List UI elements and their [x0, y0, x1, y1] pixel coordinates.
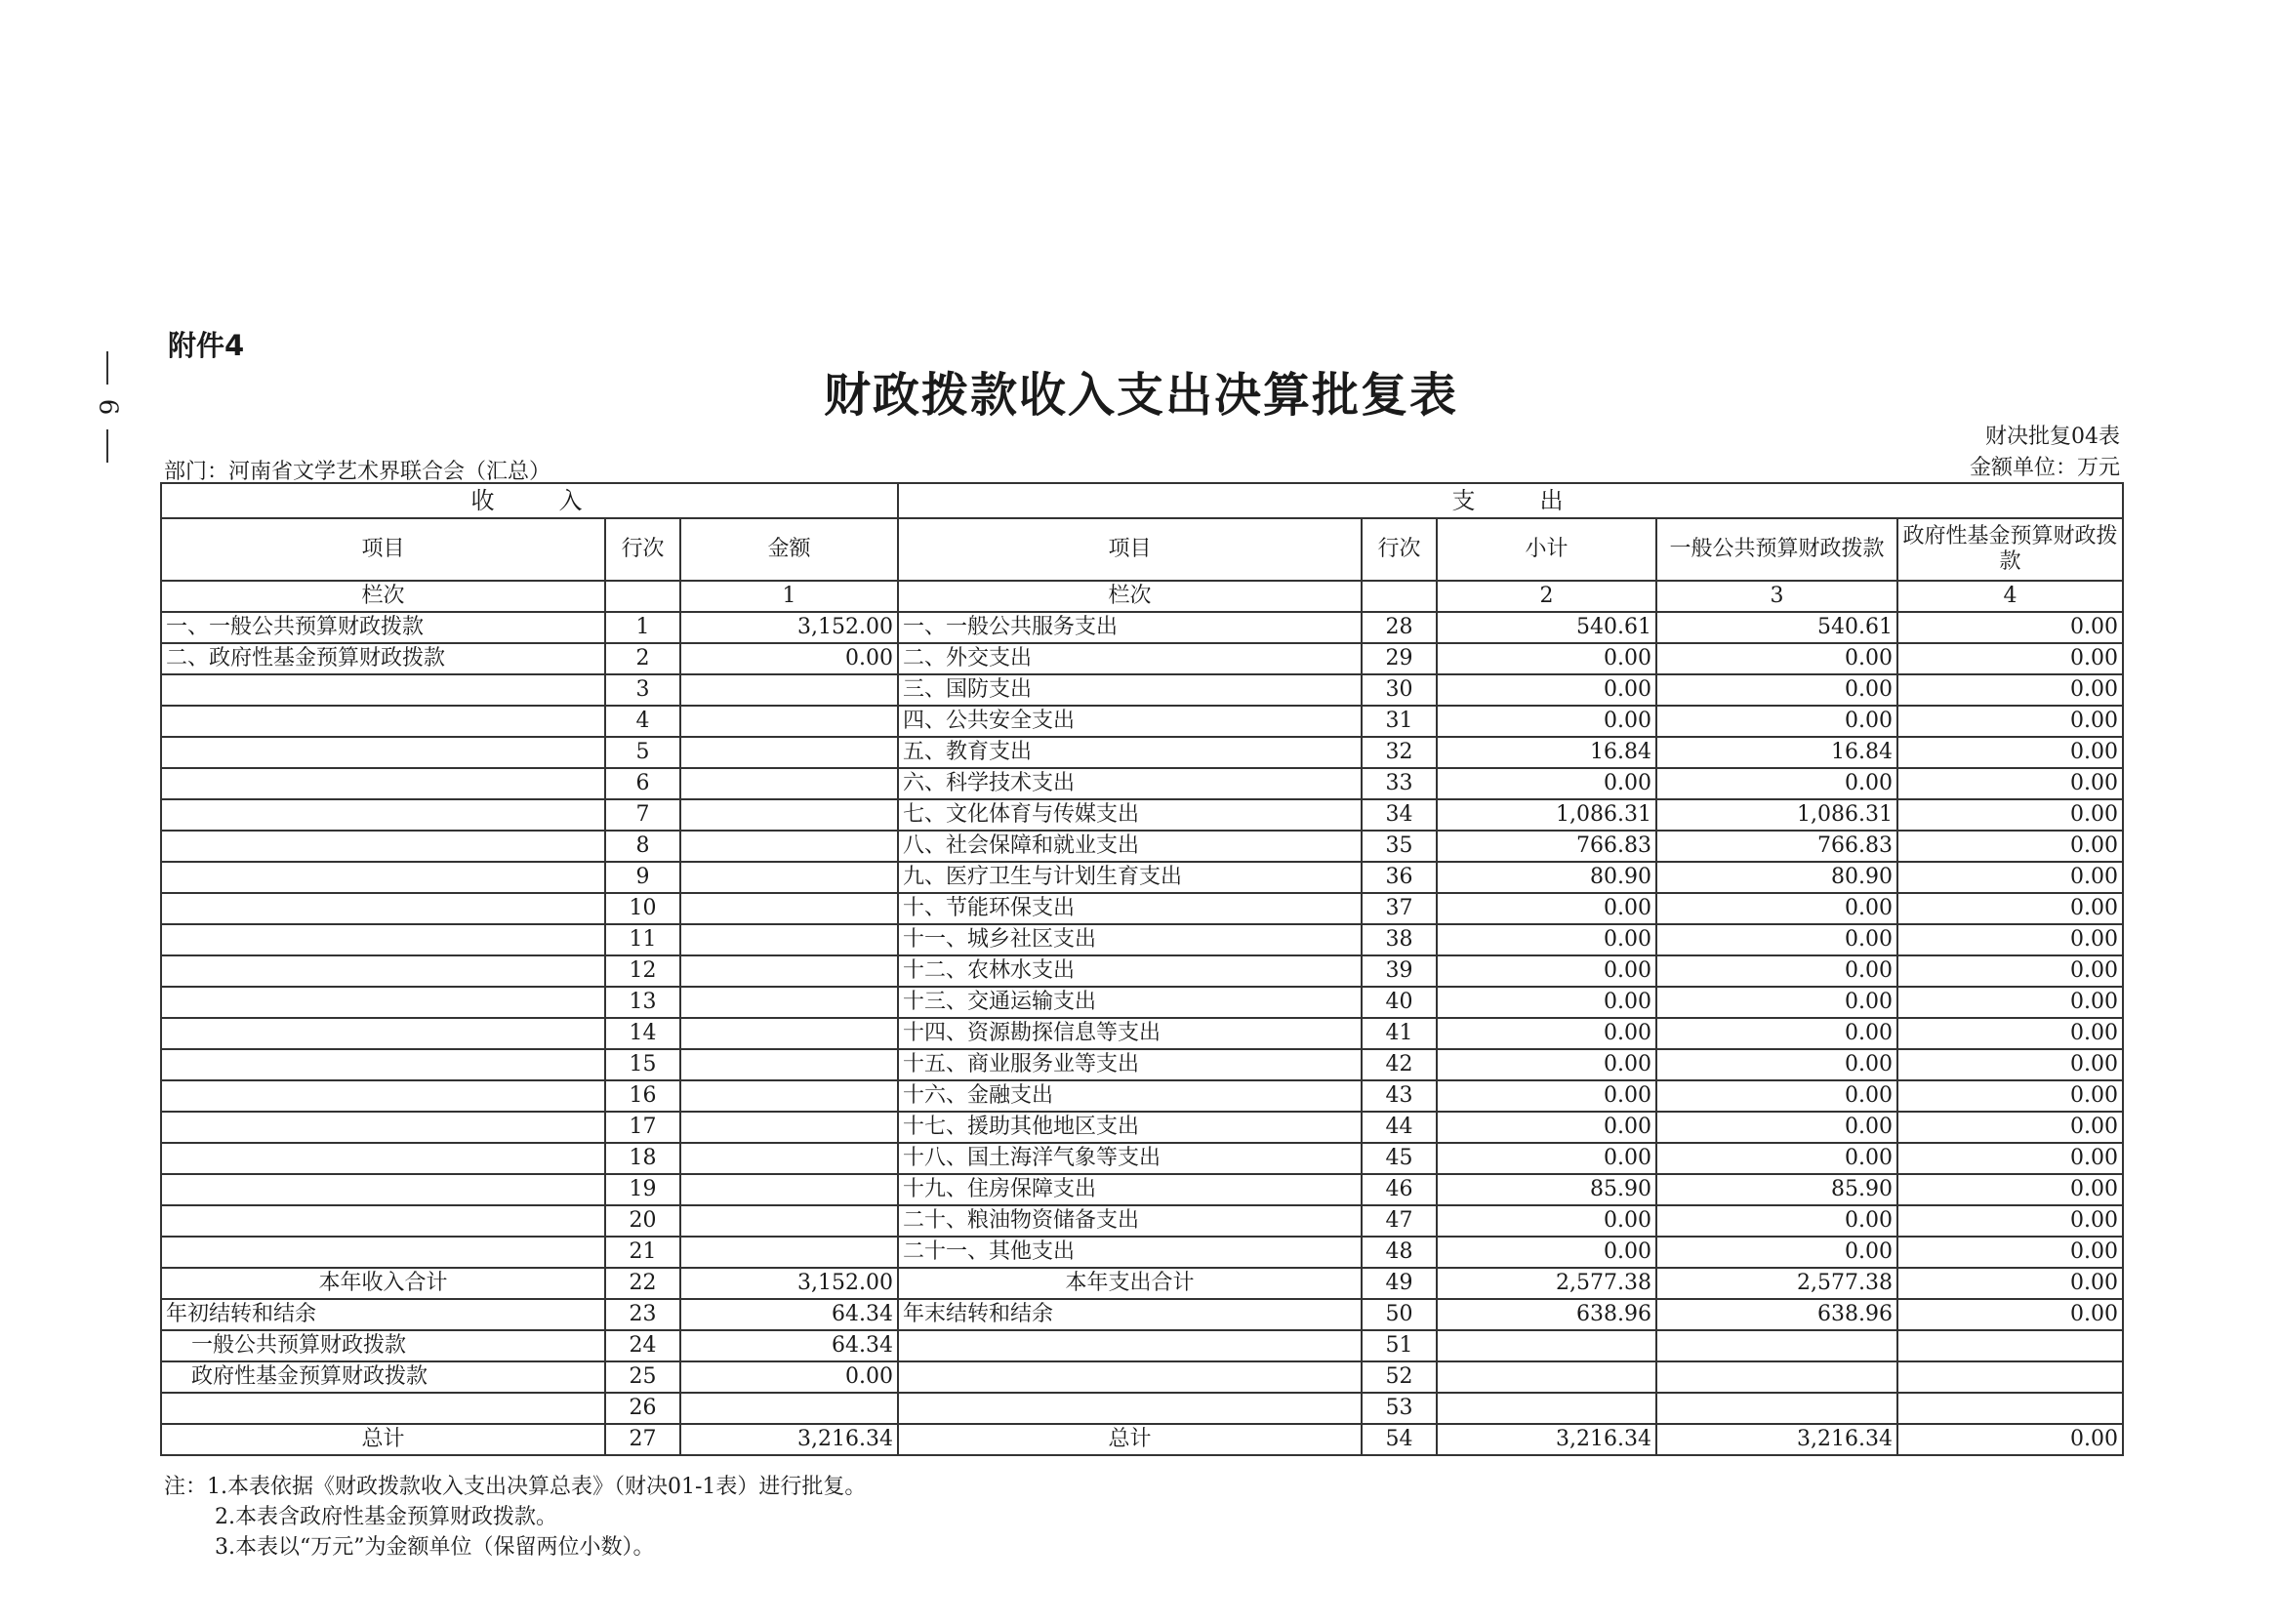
page-number-bar-bottom	[106, 429, 108, 463]
subtotal-cell: 0.00	[1437, 1049, 1656, 1080]
income-row-number-cell: 25	[605, 1361, 680, 1393]
notes	[164, 1472, 866, 1563]
subtotal-cell: 0.00	[1437, 893, 1656, 924]
subtotal-cell: 0.00	[1437, 1112, 1656, 1143]
income-item-cell	[161, 768, 605, 799]
table-row	[161, 1237, 2123, 1268]
income-row-number-cell: 23	[605, 1299, 680, 1330]
expense-row-number-cell: 32	[1362, 737, 1437, 768]
subtotal-cell: 0.00	[1437, 768, 1656, 799]
income-row-number-cell: 19	[605, 1174, 680, 1205]
expense-row-number-cell: 31	[1362, 706, 1437, 737]
expense-item-cell: 六、科学技术支出	[898, 768, 1362, 799]
col-no-expense-label: 栏次	[898, 581, 1362, 612]
subtotal-cell: 85.90	[1437, 1174, 1656, 1205]
income-amount-cell	[680, 1112, 898, 1143]
general-budget-cell: 0.00	[1656, 987, 1897, 1018]
header-income-item: 项目	[161, 518, 605, 581]
gov-fund-cell: 0.00	[1897, 1299, 2123, 1330]
gov-fund-cell: 0.00	[1897, 893, 2123, 924]
income-amount-cell	[680, 737, 898, 768]
income-item-cell	[161, 1174, 605, 1205]
col-no-income-amount: 1	[680, 581, 898, 612]
subtotal-cell: 1,086.31	[1437, 799, 1656, 831]
general-budget-cell	[1656, 1361, 1897, 1393]
gov-fund-cell: 0.00	[1897, 831, 2123, 862]
col-no-gov-fund: 4	[1897, 581, 2123, 612]
table-row	[161, 1424, 2123, 1455]
income-amount-cell	[680, 706, 898, 737]
note-3: 3.本表以“万元”为金额单位（保留两位小数）。	[215, 1535, 655, 1560]
subtotal-cell: 0.00	[1437, 1018, 1656, 1049]
expense-row-number-cell: 53	[1362, 1393, 1437, 1424]
gov-fund-cell: 0.00	[1897, 1237, 2123, 1268]
subtotal-cell	[1437, 1393, 1656, 1424]
income-amount-cell: 3,216.34	[680, 1424, 898, 1455]
subtotal-cell: 80.90	[1437, 862, 1656, 893]
expense-item-cell: 十、节能环保支出	[898, 893, 1362, 924]
page-number-text: 6	[92, 398, 122, 416]
income-item-cell: 一、一般公共预算财政拨款	[161, 612, 605, 643]
income-amount-cell	[680, 1237, 898, 1268]
income-amount-cell	[680, 1049, 898, 1080]
expense-row-number-cell: 37	[1362, 893, 1437, 924]
income-item-cell	[161, 799, 605, 831]
income-row-number-cell: 21	[605, 1237, 680, 1268]
gov-fund-cell: 0.00	[1897, 1018, 2123, 1049]
general-budget-cell	[1656, 1393, 1897, 1424]
subtotal-cell: 0.00	[1437, 1237, 1656, 1268]
expense-item-cell: 二十、粮油物资储备支出	[898, 1205, 1362, 1237]
expense-item-cell: 总计	[898, 1424, 1362, 1455]
gov-fund-cell: 0.00	[1897, 1424, 2123, 1455]
gov-fund-cell: 0.00	[1897, 643, 2123, 674]
general-budget-cell: 0.00	[1656, 1112, 1897, 1143]
subtotal-cell: 0.00	[1437, 987, 1656, 1018]
department-label: 部门：河南省文学艺术界联合会（汇总）	[164, 460, 551, 484]
income-item-cell	[161, 674, 605, 706]
expense-row-number-cell: 38	[1362, 924, 1437, 955]
gov-fund-cell: 0.00	[1897, 987, 2123, 1018]
expense-item-cell: 十五、商业服务业等支出	[898, 1049, 1362, 1080]
income-amount-cell	[680, 955, 898, 987]
income-amount-cell	[680, 862, 898, 893]
subtotal-cell: 540.61	[1437, 612, 1656, 643]
expense-item-cell: 十一、城乡社区支出	[898, 924, 1362, 955]
expense-row-number-cell: 51	[1362, 1330, 1437, 1361]
expense-row-number-cell: 43	[1362, 1080, 1437, 1112]
general-budget-cell: 0.00	[1656, 893, 1897, 924]
table-row	[161, 1174, 2123, 1205]
note-2: 2.本表含政府性基金预算财政拨款。	[215, 1505, 557, 1529]
table-row	[161, 1361, 2123, 1393]
expense-item-cell: 本年支出合计	[898, 1268, 1362, 1299]
general-budget-cell	[1656, 1330, 1897, 1361]
income-item-cell	[161, 706, 605, 737]
income-amount-cell: 64.34	[680, 1330, 898, 1361]
income-item-cell	[161, 1049, 605, 1080]
general-budget-cell: 0.00	[1656, 706, 1897, 737]
income-row-number-cell: 27	[605, 1424, 680, 1455]
expense-item-cell	[898, 1361, 1362, 1393]
income-item-cell: 一般公共预算财政拨款	[161, 1330, 605, 1361]
income-item-cell: 本年收入合计	[161, 1268, 605, 1299]
income-amount-cell	[680, 893, 898, 924]
section-header-row	[161, 483, 2123, 518]
income-item-cell	[161, 1393, 605, 1424]
general-budget-cell: 766.83	[1656, 831, 1897, 862]
subtotal-cell: 638.96	[1437, 1299, 1656, 1330]
subtotal-cell: 0.00	[1437, 955, 1656, 987]
gov-fund-cell: 0.00	[1897, 706, 2123, 737]
table-row	[161, 924, 2123, 955]
gov-fund-cell: 0.00	[1897, 737, 2123, 768]
expense-row-number-cell: 41	[1362, 1018, 1437, 1049]
table-row	[161, 706, 2123, 737]
gov-fund-cell: 0.00	[1897, 955, 2123, 987]
subtotal-cell: 0.00	[1437, 674, 1656, 706]
income-row-number-cell: 1	[605, 612, 680, 643]
expense-row-number-cell: 52	[1362, 1361, 1437, 1393]
col-no-income-row	[605, 581, 680, 612]
gov-fund-cell	[1897, 1361, 2123, 1393]
income-amount-cell	[680, 1018, 898, 1049]
table-row	[161, 862, 2123, 893]
income-item-cell	[161, 893, 605, 924]
income-item-cell	[161, 1143, 605, 1174]
general-budget-cell: 0.00	[1656, 1237, 1897, 1268]
table-row	[161, 1330, 2123, 1361]
income-amount-cell: 3,152.00	[680, 1268, 898, 1299]
general-budget-cell: 638.96	[1656, 1299, 1897, 1330]
subtotal-cell: 0.00	[1437, 1080, 1656, 1112]
general-budget-cell: 0.00	[1656, 955, 1897, 987]
income-row-number-cell: 16	[605, 1080, 680, 1112]
general-budget-cell: 0.00	[1656, 643, 1897, 674]
general-budget-cell: 85.90	[1656, 1174, 1897, 1205]
income-row-number-cell: 3	[605, 674, 680, 706]
table-row	[161, 643, 2123, 674]
income-amount-cell	[680, 768, 898, 799]
expense-row-number-cell: 49	[1362, 1268, 1437, 1299]
income-row-number-cell: 15	[605, 1049, 680, 1080]
income-row-number-cell: 14	[605, 1018, 680, 1049]
table-row	[161, 1205, 2123, 1237]
income-amount-cell	[680, 1080, 898, 1112]
income-item-cell: 年初结转和结余	[161, 1299, 605, 1330]
income-item-cell	[161, 1080, 605, 1112]
gov-fund-cell: 0.00	[1897, 1049, 2123, 1080]
income-item-cell: 二、政府性基金预算财政拨款	[161, 643, 605, 674]
expense-item-cell	[898, 1393, 1362, 1424]
table-row	[161, 1112, 2123, 1143]
income-row-number-cell: 18	[605, 1143, 680, 1174]
gov-fund-cell: 0.00	[1897, 1112, 2123, 1143]
header-income-amount: 金额	[680, 518, 898, 581]
expense-item-cell: 七、文化体育与传媒支出	[898, 799, 1362, 831]
expense-row-number-cell: 28	[1362, 612, 1437, 643]
gov-fund-cell: 0.00	[1897, 1174, 2123, 1205]
expense-row-number-cell: 50	[1362, 1299, 1437, 1330]
income-amount-cell	[680, 1143, 898, 1174]
income-row-number-cell: 22	[605, 1268, 680, 1299]
form-code: 财决批复04表	[1985, 425, 2120, 449]
subtotal-cell: 16.84	[1437, 737, 1656, 768]
income-item-cell	[161, 987, 605, 1018]
table-row	[161, 1018, 2123, 1049]
expense-row-number-cell: 46	[1362, 1174, 1437, 1205]
subtotal-cell: 766.83	[1437, 831, 1656, 862]
general-budget-cell: 0.00	[1656, 674, 1897, 706]
table-row	[161, 831, 2123, 862]
subtotal-cell: 0.00	[1437, 706, 1656, 737]
general-budget-cell: 540.61	[1656, 612, 1897, 643]
subtotal-cell: 0.00	[1437, 924, 1656, 955]
expense-row-number-cell: 30	[1362, 674, 1437, 706]
gov-fund-cell: 0.00	[1897, 674, 2123, 706]
expense-item-cell: 二、外交支出	[898, 643, 1362, 674]
column-number-row	[161, 581, 2123, 612]
income-row-number-cell: 2	[605, 643, 680, 674]
header-income-row: 行次	[605, 518, 680, 581]
subtotal-cell: 0.00	[1437, 643, 1656, 674]
expense-item-cell: 八、社会保障和就业支出	[898, 831, 1362, 862]
gov-fund-cell: 0.00	[1897, 612, 2123, 643]
income-row-number-cell: 17	[605, 1112, 680, 1143]
expense-section-header: 支 出	[898, 483, 2123, 518]
gov-fund-cell	[1897, 1330, 2123, 1361]
header-general-budget: 一般公共预算财政拨款	[1656, 518, 1897, 581]
expense-item-cell: 十八、国土海洋气象等支出	[898, 1143, 1362, 1174]
income-item-cell	[161, 1237, 605, 1268]
table-row	[161, 987, 2123, 1018]
expense-item-cell: 四、公共安全支出	[898, 706, 1362, 737]
income-amount-cell: 3,152.00	[680, 612, 898, 643]
general-budget-cell: 0.00	[1656, 1049, 1897, 1080]
income-amount-cell	[680, 1174, 898, 1205]
col-no-subtotal: 2	[1437, 581, 1656, 612]
table-row	[161, 799, 2123, 831]
general-budget-cell: 0.00	[1656, 768, 1897, 799]
expense-item-cell: 年末结转和结余	[898, 1299, 1362, 1330]
subtotal-cell	[1437, 1330, 1656, 1361]
income-row-number-cell: 26	[605, 1393, 680, 1424]
income-row-number-cell: 24	[605, 1330, 680, 1361]
income-item-cell	[161, 955, 605, 987]
income-row-number-cell: 4	[605, 706, 680, 737]
income-item-cell	[161, 1018, 605, 1049]
income-section-header: 收 入	[161, 483, 898, 518]
gov-fund-cell: 0.00	[1897, 1080, 2123, 1112]
expense-row-number-cell: 34	[1362, 799, 1437, 831]
table-row	[161, 893, 2123, 924]
expense-item-cell: 二十一、其他支出	[898, 1237, 1362, 1268]
document-title: 财政拨款收入支出决算批复表	[823, 368, 1458, 423]
income-amount-cell: 0.00	[680, 1361, 898, 1393]
subtotal-cell: 3,216.34	[1437, 1424, 1656, 1455]
income-item-cell	[161, 1205, 605, 1237]
expense-item-cell: 十九、住房保障支出	[898, 1174, 1362, 1205]
table-row	[161, 955, 2123, 987]
col-no-income-label: 栏次	[161, 581, 605, 612]
expense-row-number-cell: 47	[1362, 1205, 1437, 1237]
gov-fund-cell: 0.00	[1897, 924, 2123, 955]
subtotal-cell: 2,577.38	[1437, 1268, 1656, 1299]
gov-fund-cell: 0.00	[1897, 1143, 2123, 1174]
amount-unit: 金额单位：万元	[1969, 456, 2120, 480]
table-row	[161, 768, 2123, 799]
income-row-number-cell: 13	[605, 987, 680, 1018]
table-row	[161, 1393, 2123, 1424]
expense-row-number-cell: 42	[1362, 1049, 1437, 1080]
table-row	[161, 1143, 2123, 1174]
income-amount-cell	[680, 1393, 898, 1424]
subtotal-cell: 0.00	[1437, 1205, 1656, 1237]
income-item-cell: 总计	[161, 1424, 605, 1455]
general-budget-cell: 1,086.31	[1656, 799, 1897, 831]
income-row-number-cell: 20	[605, 1205, 680, 1237]
expense-row-number-cell: 40	[1362, 987, 1437, 1018]
expense-item-cell	[898, 1330, 1362, 1361]
income-amount-cell	[680, 1205, 898, 1237]
income-row-number-cell: 9	[605, 862, 680, 893]
attachment-label: 附件4	[168, 329, 245, 362]
income-amount-cell	[680, 799, 898, 831]
expense-row-number-cell: 45	[1362, 1143, 1437, 1174]
expense-item-cell: 十二、农林水支出	[898, 955, 1362, 987]
expense-item-cell: 九、医疗卫生与计划生育支出	[898, 862, 1362, 893]
expense-item-cell: 五、教育支出	[898, 737, 1362, 768]
expense-row-number-cell: 44	[1362, 1112, 1437, 1143]
general-budget-cell: 3,216.34	[1656, 1424, 1897, 1455]
column-header-row	[161, 518, 2123, 581]
income-amount-cell	[680, 674, 898, 706]
header-subtotal: 小计	[1437, 518, 1656, 581]
income-item-cell: 政府性基金预算财政拨款	[161, 1361, 605, 1393]
expense-item-cell: 一、一般公共服务支出	[898, 612, 1362, 643]
gov-fund-cell: 0.00	[1897, 1205, 2123, 1237]
header-expense-row: 行次	[1362, 518, 1437, 581]
general-budget-cell: 80.90	[1656, 862, 1897, 893]
subtotal-cell: 0.00	[1437, 1143, 1656, 1174]
income-row-number-cell: 7	[605, 799, 680, 831]
expense-row-number-cell: 33	[1362, 768, 1437, 799]
gov-fund-cell: 0.00	[1897, 1268, 2123, 1299]
table-row	[161, 1268, 2123, 1299]
general-budget-cell: 16.84	[1656, 737, 1897, 768]
table-row	[161, 612, 2123, 643]
table-row	[161, 737, 2123, 768]
expense-item-cell: 十六、金融支出	[898, 1080, 1362, 1112]
income-row-number-cell: 12	[605, 955, 680, 987]
expense-item-cell: 十三、交通运输支出	[898, 987, 1362, 1018]
general-budget-cell: 2,577.38	[1656, 1268, 1897, 1299]
general-budget-cell: 0.00	[1656, 1018, 1897, 1049]
income-row-number-cell: 6	[605, 768, 680, 799]
expense-row-number-cell: 36	[1362, 862, 1437, 893]
expense-row-number-cell: 29	[1362, 643, 1437, 674]
table-row	[161, 1080, 2123, 1112]
gov-fund-cell: 0.00	[1897, 862, 2123, 893]
income-row-number-cell: 11	[605, 924, 680, 955]
col-no-expense-row	[1362, 581, 1437, 612]
income-item-cell	[161, 862, 605, 893]
note-1: 注：1.本表依据《财政拨款收入支出决算总表》（财决01-1表）进行批复。	[164, 1475, 867, 1499]
table-row	[161, 1049, 2123, 1080]
general-budget-cell: 0.00	[1656, 1205, 1897, 1237]
gov-fund-cell	[1897, 1393, 2123, 1424]
income-amount-cell: 0.00	[680, 643, 898, 674]
subtotal-cell	[1437, 1361, 1656, 1393]
table-row	[161, 674, 2123, 706]
header-expense-item: 项目	[898, 518, 1362, 581]
appropriation-table	[160, 482, 2124, 1456]
expense-row-number-cell: 35	[1362, 831, 1437, 862]
expense-row-number-cell: 48	[1362, 1237, 1437, 1268]
income-item-cell	[161, 831, 605, 862]
expense-item-cell: 十七、援助其他地区支出	[898, 1112, 1362, 1143]
expense-item-cell: 三、国防支出	[898, 674, 1362, 706]
general-budget-cell: 0.00	[1656, 924, 1897, 955]
income-item-cell	[161, 924, 605, 955]
income-amount-cell: 64.34	[680, 1299, 898, 1330]
table-row	[161, 1299, 2123, 1330]
expense-row-number-cell: 54	[1362, 1424, 1437, 1455]
gov-fund-cell: 0.00	[1897, 799, 2123, 831]
expense-item-cell: 十四、资源勘探信息等支出	[898, 1018, 1362, 1049]
income-row-number-cell: 5	[605, 737, 680, 768]
income-row-number-cell: 8	[605, 831, 680, 862]
col-no-general-budget: 3	[1656, 581, 1897, 612]
expense-row-number-cell: 39	[1362, 955, 1437, 987]
header-gov-fund: 政府性基金预算财政拨款	[1897, 518, 2123, 581]
general-budget-cell: 0.00	[1656, 1080, 1897, 1112]
income-amount-cell	[680, 987, 898, 1018]
income-item-cell	[161, 1112, 605, 1143]
gov-fund-cell: 0.00	[1897, 768, 2123, 799]
general-budget-cell: 0.00	[1656, 1143, 1897, 1174]
income-amount-cell	[680, 924, 898, 955]
income-row-number-cell: 10	[605, 893, 680, 924]
income-item-cell	[161, 737, 605, 768]
income-amount-cell	[680, 831, 898, 862]
